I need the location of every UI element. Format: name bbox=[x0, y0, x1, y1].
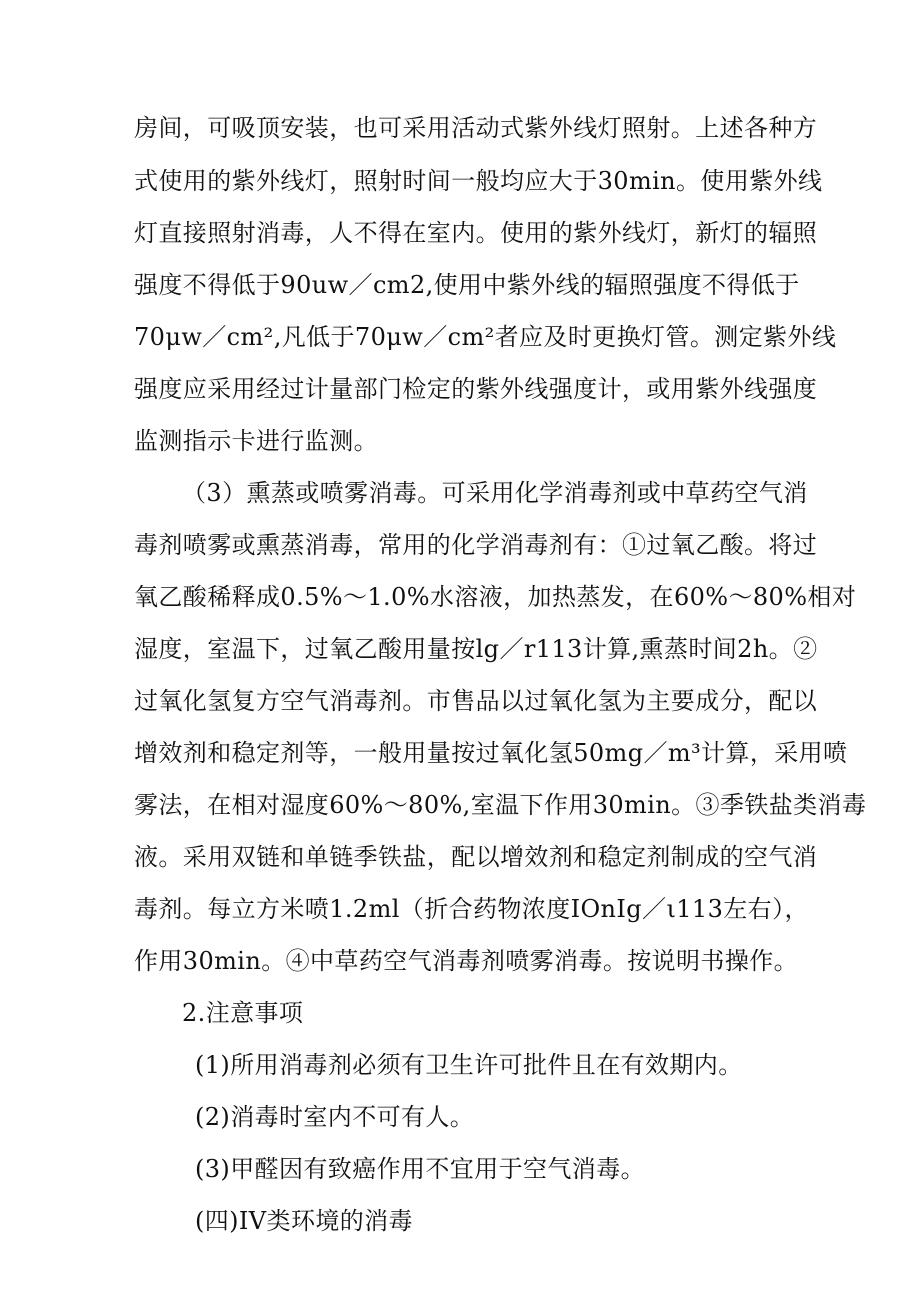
paragraph-line: 增效剂和稳定剂等，一般用量按过氧化氢50mg／m³计算，采用喷 bbox=[134, 739, 848, 767]
paragraph-line: 监测指示卡进行监测。 bbox=[134, 427, 378, 455]
list-item: (1)所用消毒剂必须有卫生许可批件且在有效期内。 bbox=[195, 1051, 743, 1079]
paragraph-line: 强度应采用经过计量部门检定的紫外线强度计，或用紫外线强度 bbox=[134, 375, 818, 403]
list-item: (3)甲醛因有致癌作用不宜用于空气消毒。 bbox=[195, 1155, 645, 1183]
paragraph-line: 毒剂喷雾或熏蒸消毒，常用的化学消毒剂有：①过氧乙酸。将过 bbox=[134, 531, 818, 559]
paragraph-line: 雾法，在相对湿度60%～80%,室温下作用30min。③季铁盐类消毒 bbox=[134, 791, 867, 819]
paragraph-line: 氧乙酸稀释成0.5%～1.0%水溶液，加热蒸发，在60%～80%相对 bbox=[134, 583, 857, 611]
paragraph-line: 式使用的紫外线灯，照射时间一般均应大于30min。使用紫外线 bbox=[134, 167, 823, 195]
paragraph-line: 70μw／cm²,凡低于70μw／cm²者应及时更换灯管。测定紫外线 bbox=[134, 323, 837, 351]
paragraph-line: 液。采用双链和单链季铁盐，配以增效剂和稳定剂制成的空气消 bbox=[134, 843, 818, 871]
paragraph-line: 过氧化氢复方空气消毒剂。市售品以过氧化氢为主要成分，配以 bbox=[134, 687, 818, 715]
paragraph-line: 毒剂。每立方米喷1.2ml（折合药物浓度IOnIg／ι113左右）， bbox=[134, 895, 809, 923]
list-item: (2)消毒时室内不可有人。 bbox=[195, 1103, 475, 1131]
paragraph-line: 湿度，室温下，过氧乙酸用量按lg／r113计算,熏蒸时间2h。② bbox=[134, 635, 818, 663]
paragraph-line: 房间，可吸顶安装，也可采用活动式紫外线灯照射。上述各种方 bbox=[134, 114, 818, 142]
section-heading: 2.注意事项 bbox=[182, 999, 304, 1027]
section-heading: (四)IV类环境的消毒 bbox=[195, 1207, 413, 1235]
paragraph-line: 灯直接照射消毒，人不得在室内。使用的紫外线灯，新灯的辐照 bbox=[134, 219, 818, 247]
paragraph-line: 强度不得低于90uw／cm2,使用中紫外线的辐照强度不得低于 bbox=[134, 271, 800, 299]
paragraph-line: 作用30min。④中草药空气消毒剂喷雾消毒。按说明书操作。 bbox=[134, 947, 799, 975]
paragraph-line: （3）熏蒸或喷雾消毒。可采用化学消毒剂或中草药空气消 bbox=[182, 479, 808, 507]
